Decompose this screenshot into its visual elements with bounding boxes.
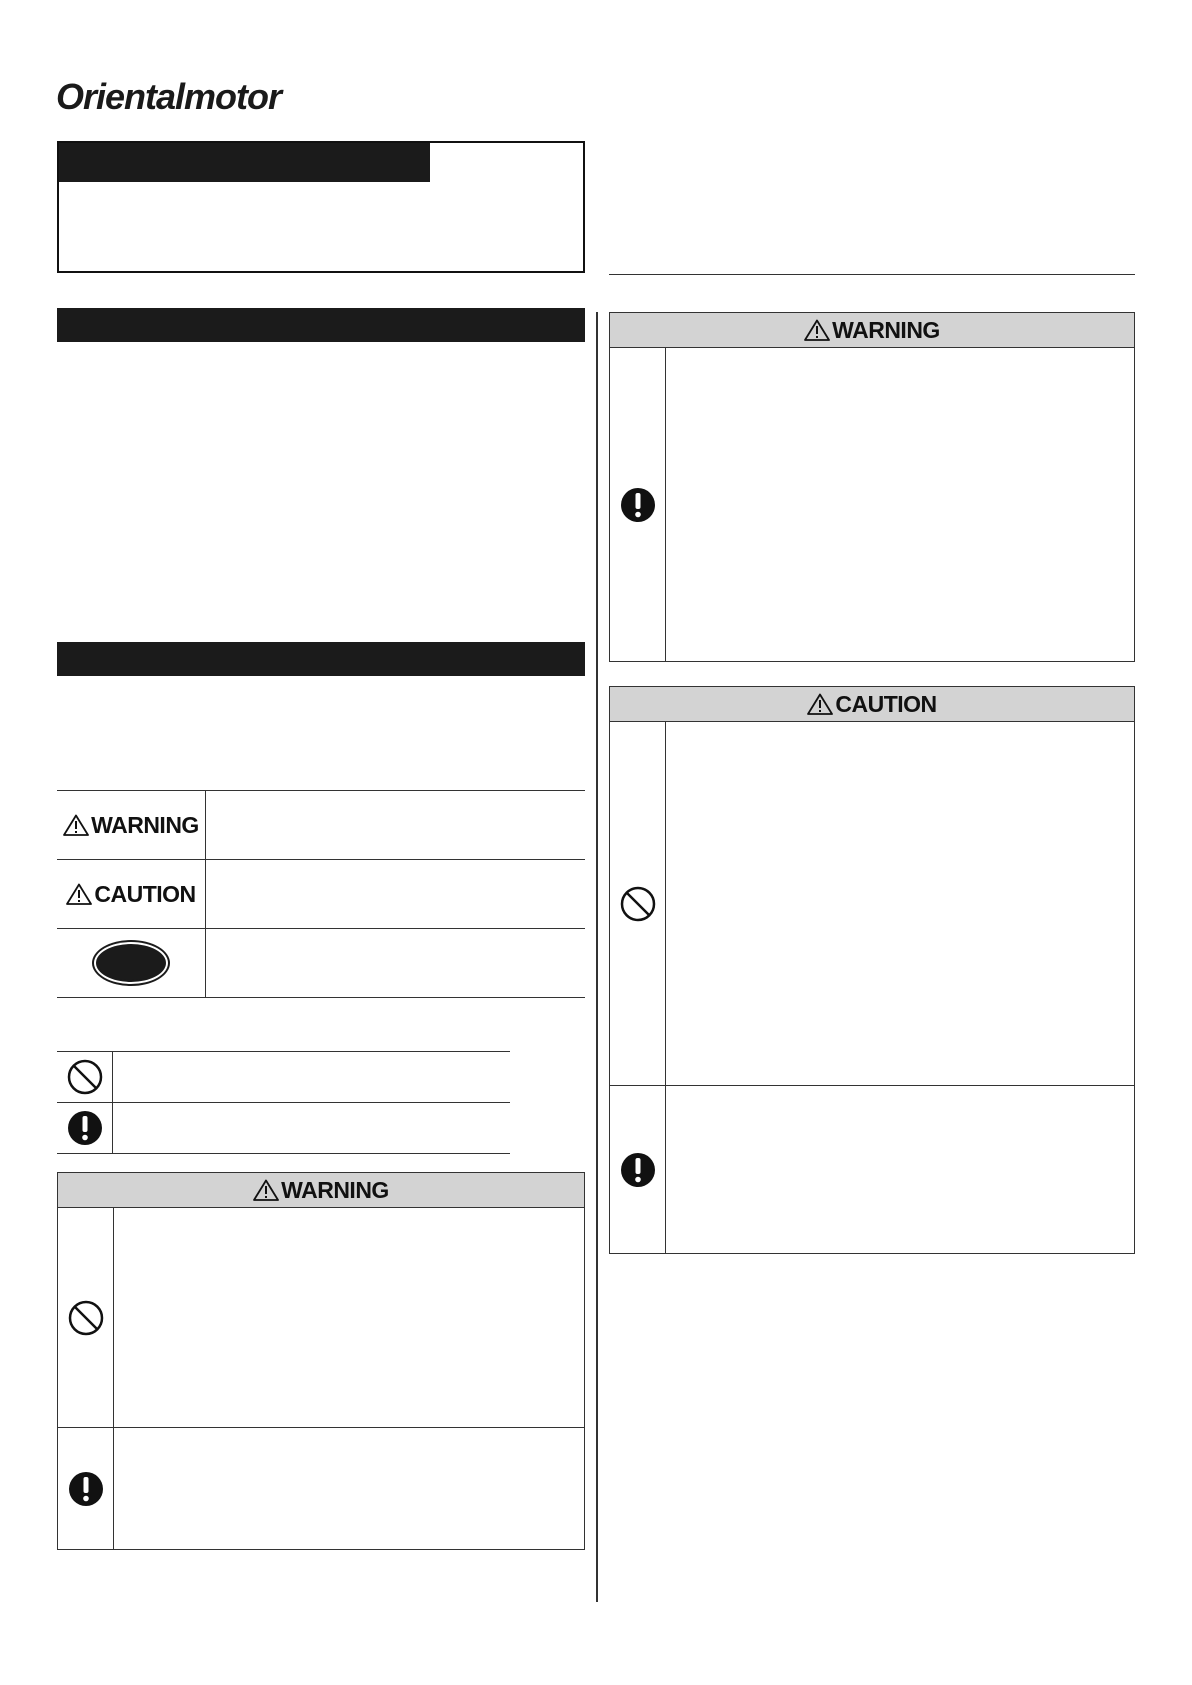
warning-triangle-icon <box>253 1179 279 1201</box>
symbol-cell-mandatory <box>57 1103 113 1153</box>
right-caution-row-mandatory <box>610 1085 1134 1254</box>
right-warning-icon-cell <box>610 348 666 661</box>
left-warning-title-text: WARNING <box>281 1176 389 1203</box>
caution-signal-label <box>66 881 195 908</box>
warning-signal-label <box>63 812 199 839</box>
left-warning-icon-cell-2 <box>58 1428 114 1550</box>
caution-signal-text: CAUTION <box>94 880 196 907</box>
signal-row-caution <box>57 859 585 928</box>
symbol-row-mandatory <box>57 1102 510 1154</box>
right-caution-icon-cell-2 <box>610 1086 666 1254</box>
section-heading-bar-1 <box>57 308 585 342</box>
title-bar <box>59 143 430 182</box>
right-caution-title <box>807 691 936 718</box>
symbol-cell-prohibition <box>57 1052 113 1102</box>
right-warning-title <box>804 317 940 344</box>
right-warning-row-mandatory <box>610 348 1134 661</box>
signal-row-note <box>57 928 585 998</box>
mandatory-action-icon <box>66 1469 106 1509</box>
signal-word-table <box>57 790 585 998</box>
section-heading-bar-2 <box>57 642 585 676</box>
left-warning-icon-cell-1 <box>58 1208 114 1427</box>
note-oval-icon <box>96 944 166 982</box>
right-warning-header <box>610 313 1134 348</box>
warning-triangle-icon <box>804 319 830 341</box>
mandatory-action-icon <box>65 1108 105 1148</box>
right-caution-row-prohibition <box>610 722 1134 1085</box>
left-warning-box <box>57 1172 585 1550</box>
left-warning-row-prohibition <box>58 1208 584 1427</box>
symbol-table <box>57 1051 510 1154</box>
left-warning-title <box>253 1177 389 1204</box>
warning-triangle-icon <box>63 814 89 836</box>
right-caution-title-text: CAUTION <box>835 690 937 717</box>
right-caution-box <box>609 686 1135 1254</box>
warning-triangle-icon <box>66 883 92 905</box>
prohibition-icon <box>65 1057 105 1097</box>
left-warning-header <box>58 1173 584 1208</box>
mandatory-action-icon <box>618 1150 658 1190</box>
warning-signal-text: WARNING <box>91 811 199 838</box>
signal-cell-note <box>57 929 206 997</box>
warning-triangle-icon <box>807 693 833 715</box>
left-warning-row-mandatory <box>58 1427 584 1550</box>
oriental-motor-logo: Orientalmotor <box>56 76 282 117</box>
title-box <box>57 141 585 273</box>
column-divider <box>596 312 598 1602</box>
symbol-row-prohibition <box>57 1051 510 1102</box>
right-caution-icon-cell-1 <box>610 722 666 1085</box>
right-caution-header <box>610 687 1134 722</box>
prohibition-icon <box>66 1298 106 1338</box>
right-warning-box <box>609 312 1135 662</box>
signal-cell-caution <box>57 860 206 928</box>
header-rule <box>609 274 1135 275</box>
prohibition-icon <box>618 884 658 924</box>
right-warning-title-text: WARNING <box>832 316 940 343</box>
signal-row-warning <box>57 790 585 859</box>
signal-cell-warning <box>57 791 206 859</box>
mandatory-action-icon <box>618 485 658 525</box>
